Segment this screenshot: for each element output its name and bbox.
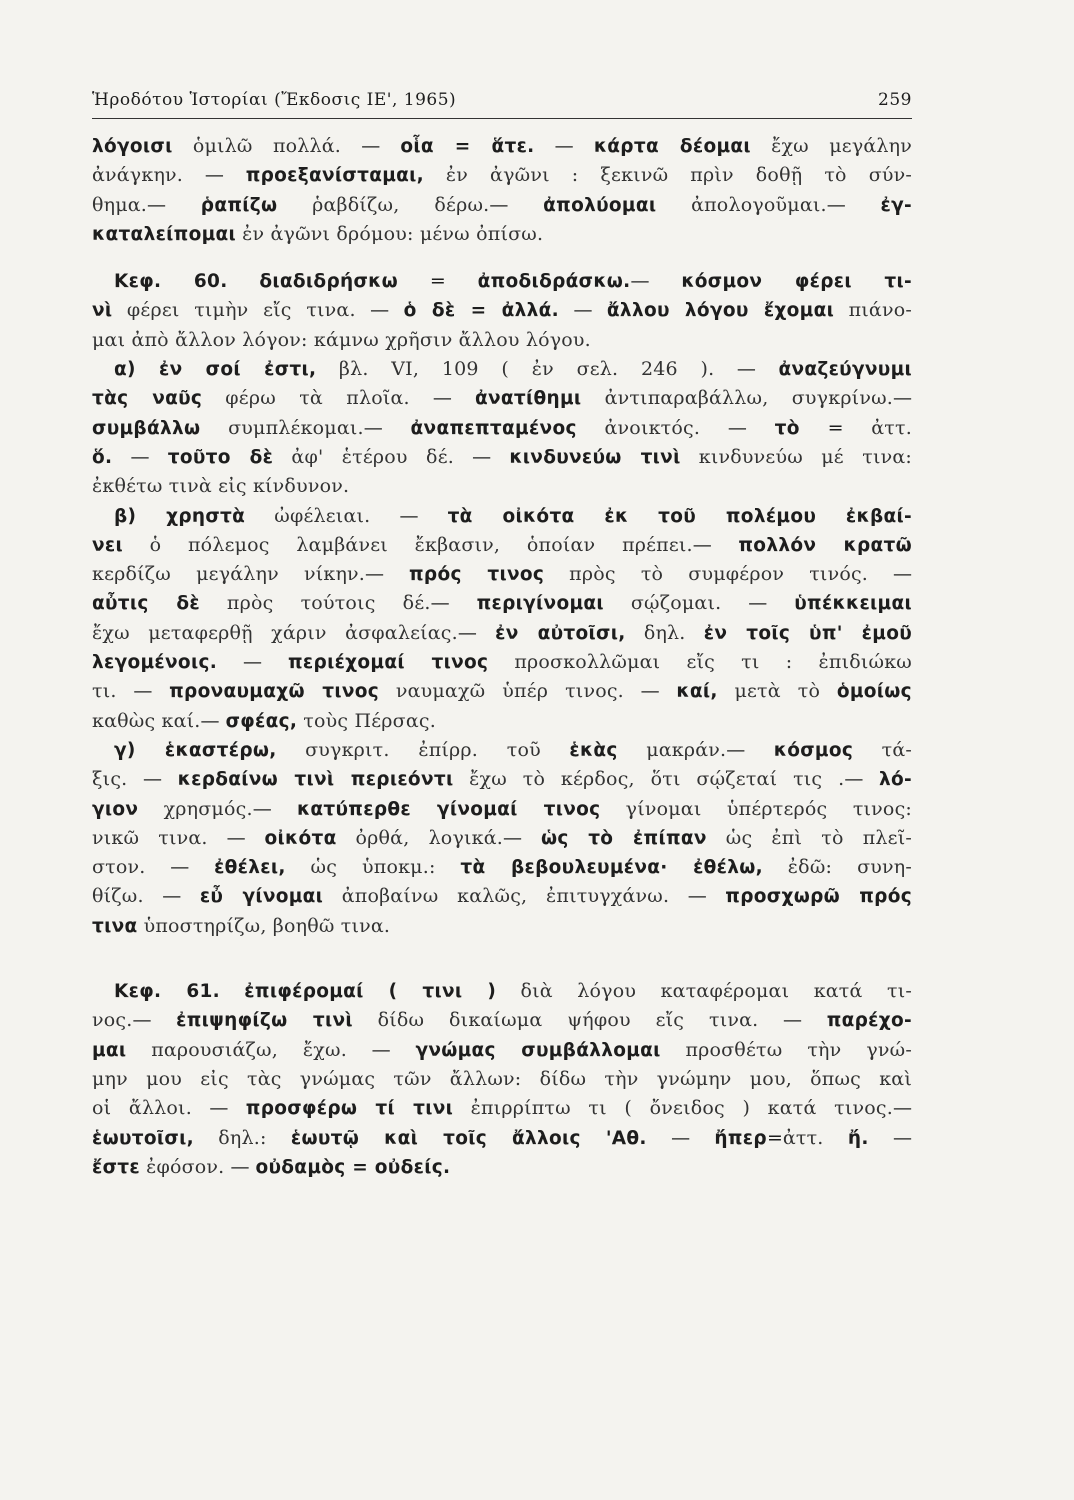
paragraph-gap [92,249,912,267]
text-line: ξις. — κερδαίνω τινὶ περιεόντι ἔχω τὸ κέρδος, ὅτι σῴζεταί τις .— λό- [92,768,912,791]
text-line: ἐκθέτω τινὰ εἰς κίνδυνον. [92,475,350,498]
text-line: θίζω. — εὖ γίνομαι ἀποβαίνω καλῶς, ἐπιτυγχάνω. — προσχωρῶ πρός [92,885,912,908]
text-line: Κεφ. 61. ἐπιφέρομαί ( τινι ) διὰ λόγου καταφέρομαι κατά τι- [114,980,912,1003]
text-line: Κεφ. 60. διαδιδρήσκω = ἀποδιδράσκω.— κόσμον φέρει τι- [114,270,912,293]
text-line: νει ὁ πόλεμος λαμβάνει ἔκβασιν, ὁποίαν πρέπει.— πολλόν κρατῶ [92,533,912,556]
text-line: καθὼς καί.— σφέας, τοὺς Πέρσας. [92,709,436,732]
text-line: συμβάλλω συμπλέκομαι.— ἀναπεπταμένος ἀνοικτός. — τὸ = ἀττ. [92,416,912,439]
section-gap [92,941,912,977]
text-line: καταλείπομαι ἐν ἀγῶνι δρόμου: μένω ὀπίσω. [92,222,544,245]
text-line: ὅ. — τοῦτο δὲ ἀφ' ἑτέρου δέ. — κινδυνεύω τινὶ κινδυνεύω μέ τινα: [92,445,912,468]
page-number: 259 [878,90,912,110]
header-title: Ἡροδότου Ἱστορίαι (Ἔκδοσις ΙΕ', 1965) [92,90,457,110]
text-line: λόγοισι ὁμιλῶ πολλά. — οἷα = ἅτε. — κάρτα δέομαι ἔχω μεγάλην [92,135,912,157]
text-line: οἱ ἄλλοι. — προσφέρω τί τινι ἐπιρρίπτω τι ( ὄνειδος ) κατά τινος.— [92,1097,912,1120]
commentary-text [92,132,912,1182]
running-header [92,86,912,119]
text-line: λεγομένοις. — περιέχομαί τινος προσκολλῶμαι εἴς τι : ἐπιδιώκω [92,651,912,674]
text-line: τινα ὑποστηρίζω, βοηθῶ τινα. [92,914,391,937]
text-line: τὰς ναῦς φέρω τὰ πλοῖα. — ἀνατίθημι ἀντιπαραβάλλω, συγκρίνω.— [92,387,912,410]
text-line: αὖτις δὲ πρὸς τούτοις δέ.— περιγίνομαι σῴζομαι. — ὑπέκκειμαι [92,592,912,615]
text-line: β) χρηστὰ ὠφέλειαι. — τὰ οἰκότα ἐκ τοῦ πολέμου ἐκβαί- [114,504,912,527]
text-line: κερδίζω μεγάλην νίκην.— πρός τινος πρὸς τὸ συμφέρον τινός. — [92,563,912,586]
text-line: α) ἐν σοί ἐστι, βλ. VI, 109 ( ἐν σελ. 246 ). — ἀναζεύγνυμι [114,358,912,381]
text-line: νικῶ τινα. — οἰκότα ὀρθά, λογικά.— ὡς τὸ ἐπίπαν ὡς ἐπὶ τὸ πλεῖ- [92,826,912,849]
text-line: γιον χρησμός.— κατύπερθε γίνομαί τινος γίνομαι ὑπέρτερός τινος: [92,797,912,820]
text-line: ἔστε ἐφόσον. — οὐδαμὸς = οὐδείς. [92,1155,451,1178]
text-line: ἑωυτοῖσι, δηλ.: ἑωυτῷ καὶ τοῖς ἄλλοις 'Αθ. — ἤπερ=ἀττ. ἤ. — [92,1126,912,1149]
text-line: νὶ φέρει τιμὴν εἴς τινα. — ὁ δὲ = ἀλλά. — ἄλλου λόγου ἔχομαι πιάνο- [92,299,912,322]
text-line: μαι παρουσιάζω, ἔχω. — γνώμας συμβάλλομαι προσθέτω τὴν γνώ- [92,1038,912,1061]
text-line: γ) ἑκαστέρω, συγκριτ. ἐπίρρ. τοῦ ἑκὰς μακράν.— κόσμος τά- [114,738,912,761]
text-line: στον. — ἐθέλει, ὡς ὑποκμ.: τὰ βεβουλευμένα· ἐθέλω, ἐδῶ: συνη- [92,856,912,879]
text-line: νος.— ἐπιψηφίζω τινὶ δίδω δικαίωμα ψήφου εἴς τινα. — παρέχο- [92,1009,912,1032]
text-line: μαι ἀπὸ ἄλλον λόγον: κάμνω χρῆσιν ἄλλου λόγου. [92,328,591,351]
text-line: μην μου εἰς τὰς γνώμας τῶν ἄλλων: δίδω τὴν γνώμην μου, ὅπως καὶ [92,1067,912,1090]
text-line: ἔχω μεταφερθῇ χάριν ἀσφαλείας.— ἐν αὐτοῖσι, δηλ. ἐν τοῖς ὑπ' ἐμοῦ [92,621,912,644]
text-line: θημα.— ῥαπίζω ῥαβδίζω, δέρω.— ἀπολύομαι ἀπολογοῦμαι.— ἐγ- [92,193,912,216]
text-line: ἀνάγκην. — προεξανίσταμαι, ἐν ἀγῶνι : ξεκινῶ πρὶν δοθῇ τὸ σύν- [92,164,912,187]
text-line: τι. — προναυμαχῶ τινος ναυμαχῶ ὑπέρ τινος. — καί, μετὰ τὸ ὁμοίως [92,680,912,703]
